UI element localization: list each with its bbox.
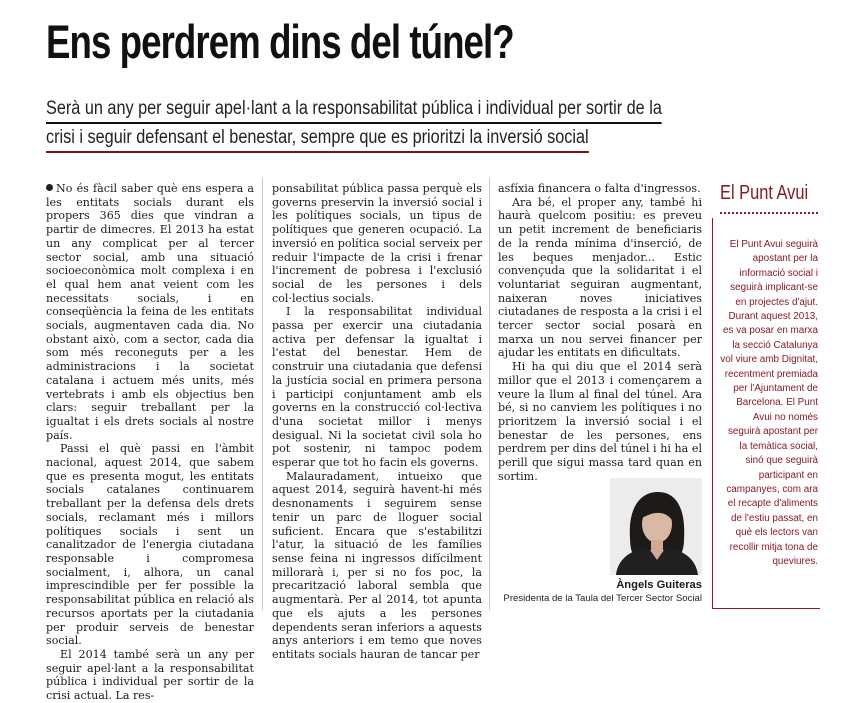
column-divider [262, 178, 263, 610]
paragraph: asfíxia financera o falta d'ingressos. [498, 182, 701, 195]
article-column-1 [46, 182, 254, 703]
subhead-line-1: Serà un any per seguir apel·lant a la responsabilitat pública i individual per sortir de la [46, 95, 662, 124]
article-column-2 [272, 182, 482, 662]
paragraph-text: No és fàcil saber què ens espera a les entitats socials durant els propers 365 dies que vindran a partir de dimecres. El 2013 ha estat un any complicat per al tercer sector social, amb una situació socioeconòmica molt complexa i en el qual hem anat veient com les necessitats socials, i en conseqüència la feina de les entitats socials, augmentaven cada dia. No obstant això, com a sector, cada dia som més reconeguts per a les administracions i la societat catalana i actuem més units, més vertebrats i amb els objectius ben clars: seguir treballant per la igualtat i els drets socials al nostre país. [46, 182, 254, 442]
paragraph: Malauradament, intueixo que aquest 2014, seguirà havent-hi més desnonaments i seguirem sense tenir un parc de lloguer social suficient. Encara que s'estabilitzi l'atur, la situació de les famílies sense feina ni ingressos difícilment millorarà i, per si no fos poc, la precarització laboral sembla que augmentarà. Per al 2014, tot apunta que els ajuts a les persones dependents seran inferiors a aquests anys anteriors i em temo que noves entitats socials hauran de tancar per [272, 469, 482, 661]
article-column-3 [498, 182, 702, 483]
sidebar-text: El Punt Avui seguirà apostant per la informació social i seguirà implicant-se en projectes d'ajut. Durant aquest 2013, es va posar en marxa la secció Catalunya vol viure amb Dignitat, recentment premiada per l'Ajuntament de Barcelona. El Punt Avui no només seguirà apostant per la temàtica social, sinó que seguirà participant en campanyes, com ara el recapte d'aliments de l'estiu passat, en què els lectors van recollir mitja tona de queviures. [720, 239, 818, 567]
paragraph [46, 182, 254, 442]
portrait-icon [610, 478, 702, 575]
sidebar-border-bottom [712, 608, 820, 609]
paragraph: ponsabilitat pública passa perquè els governs preservin la inversió social i les polítiques socials, un tipus de polítiques que generen ocupació. La inversió en política social serveix per reduir l'impacte de la crisi i frenar l'increment de pobresa i l'exclusió social de les persones i dels col·lectius socials. [272, 182, 482, 305]
author-photo [610, 478, 702, 575]
sidebar-title: El Punt Avui [720, 182, 809, 204]
subhead-line-2: crisi i seguir defensant el benestar, sempre que es prioritzi la inversió social [46, 124, 589, 153]
author-role: Presidenta de la Taula del Tercer Sector Social [503, 593, 702, 604]
sidebar-border [712, 218, 713, 608]
headline: Ens perdrem dins del túnel? [46, 15, 514, 68]
sidebar-divider [720, 212, 818, 214]
sidebar-box [712, 178, 820, 608]
author-name: Àngels Guiteras [616, 579, 702, 591]
paragraph: Ara bé, el proper any, també hi haurà quelcom positiu: es preveu un petit increment de beneficiaris de la renda mínima d'inserció, de les beques menjador... Estic convençuda que la solidaritat i el voluntariat seguiran augmentant, naixeran noves iniciatives ciutadanes de resposta a la crisi i el tercer sector social posarà en marxa un nou servei financer per ajudar les entitats en dificultats. [498, 195, 702, 360]
subheadline [46, 95, 696, 153]
paragraph: Passi el què passi en l'àmbit nacional, aquest 2014, que sabem que es presenta mogut, les entitats socials catalanes continuarem treballant per la defensa dels drets socials, reclamant més i millors polítiques socials i sent un canalitzador de l'energia ciutadana responsable i compromesa socialment, i, alhora, un canal imprescindible per fer possible la responsabilitat pública en relació als recursos aportats per la ciutadania per produir serveis de benestar social. [46, 442, 254, 648]
column-divider [489, 178, 490, 610]
paragraph: I la responsabilitat individual passa per exercir una ciutadania activa per defensar la igualtat i l'estat del benestar. Hem de construir una ciutadania que defensi la justícia social en primera persona i participi conjuntament amb els governs en la construcció col·lectiva d'una societat millor i menys desigual. Ni la societat civil sola ho pot sostenir, ni tampoc podem esperar que tot ho facin els governs. [272, 305, 482, 470]
paragraph: El 2014 també serà un any per seguir apel·lant a la responsabilitat pública i individual per sortir de la crisi actual. La res- [46, 647, 254, 703]
bullet-icon [46, 184, 53, 191]
paragraph: Hi ha qui diu que el 2014 serà millor que el 2013 i començarem a veure la llum al final del túnel. Ara bé, si no canviem les polítiques i no prioritzem la inversió social i el benestar de les persones, ens perdrem per dins del túnel i hi ha el perill que sigui massa tard quan en sortim. [498, 360, 702, 483]
